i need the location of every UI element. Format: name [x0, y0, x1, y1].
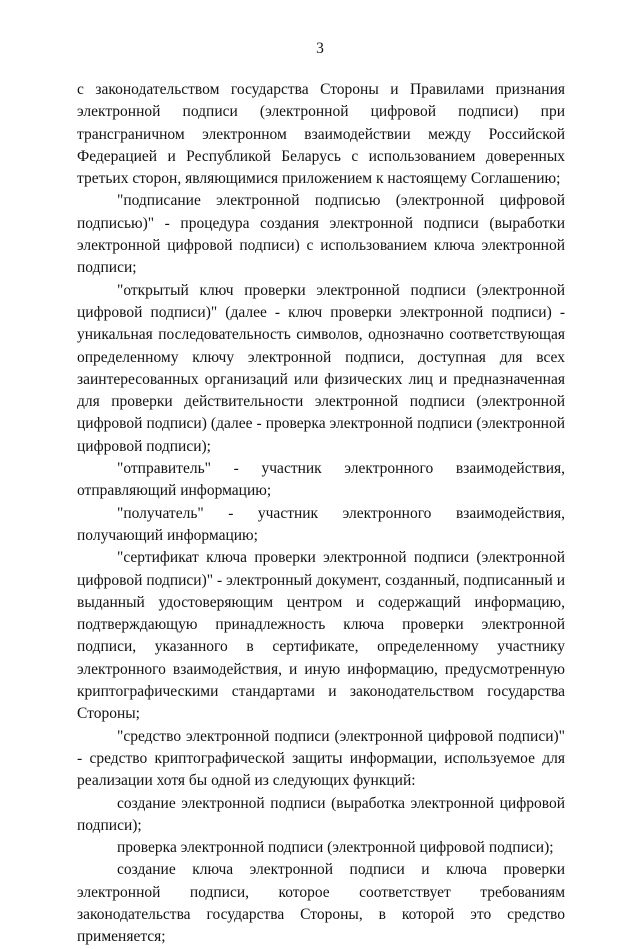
paragraph-definition-signing: "подписание электронной подписью (электронной цифровой подписью)" - процедура создания электронной подписи (выработки электронной цифровой подписи) с использованием ключа электронной подписи; [77, 192, 565, 277]
page-number: 3 [316, 40, 324, 57]
paragraph-definition-signature-tool: "средство электронной подписи (электронной цифровой подписи)" - средство криптографической защиты информации, используемое для реализации хотя бы одной из следующих функций: [77, 727, 565, 790]
paragraph-definition-recipient: "получатель" - участник электронного взаимодействия, получающий информацию; [77, 504, 565, 544]
paragraph-function-keygen: создание ключа электронной подписи и ключа проверки электронной подписи, которое соответствует требованиям законодательства государства Стороны, в которой это средство применяется; [77, 861, 565, 946]
paragraph-definition-public-key: "открытый ключ проверки электронной подписи (электронной цифровой подписи)" (далее - ключ проверки электронной подписи) - уникальная последовательность символов, однозначно соответствующая определенному ключу электронной подписи, доступная для всех заинтересованных организаций или физических лиц и предназначенная для проверки действительности электронной подписи (электронной цифровой подписи) (далее - проверка электронной подписи (электронной цифровой подписи); [77, 281, 565, 455]
paragraph-definition-certificate: "сертификат ключа проверки электронной подписи (электронной цифровой подписи)" - электронный документ, созданный, подписанный и выданный удостоверяющим центром и содержащий информацию, подтверждающую принадлежность ключа проверки электронной подписи, указанного в сертификате, определенному участнику электронного взаимодействия, и иную информацию, предусмотренную криптографическими стандартами и законодательством государства Стороны; [77, 549, 565, 723]
paragraph-function-verify: проверка электронной подписи (электронной цифровой подписи); [117, 839, 554, 857]
paragraph-definition-sender: "отправитель" - участник электронного взаимодействия, отправляющий информацию; [77, 460, 565, 500]
document-body [77, 79, 565, 949]
paragraph-function-create: создание электронной подписи (выработка электронной цифровой подписи); [77, 794, 565, 834]
paragraph-continuation: с законодательством государства Стороны и Правилами признания электронной подписи (электронной цифровой подписи) при трансграничном электронном взаимодействии между Российской Федерацией и Республикой Беларусь с использованием доверенных третьих сторон, являющимися приложением к настоящему Соглашению; [77, 81, 565, 188]
